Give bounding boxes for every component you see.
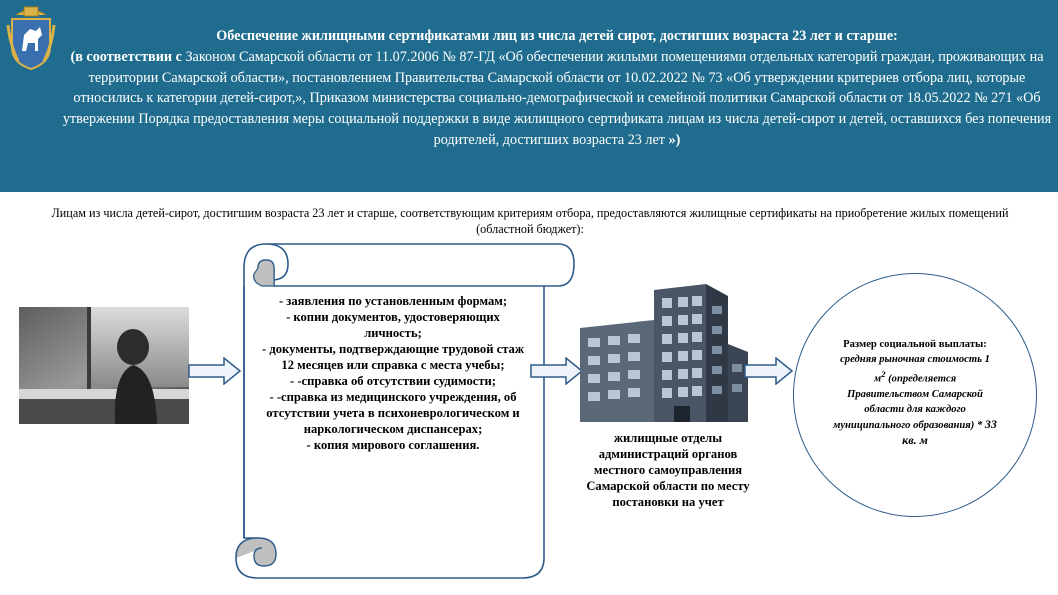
payment-area: 33 кв. м: [902, 416, 997, 447]
building-icon: [578, 282, 750, 424]
payment-superscript: 2: [881, 369, 886, 379]
document-item: - заявления по установленным формам;: [278, 294, 508, 308]
header-text: [62, 26, 1052, 151]
authority-text: жилищные отделы администраций органов местного самоуправления Самарской области по месту постановки на учет: [586, 431, 750, 509]
documents-list: [258, 293, 528, 453]
payment-body: средняя рыночная стоимость 1 м: [840, 354, 990, 385]
header-basis-close: »): [668, 131, 681, 148]
document-item: - -справка из медицинского учреждения, об отсутствии учета в психоневрологическом и наркологическом диспансерах;: [266, 390, 520, 436]
document-item: - копии документов, удостоверяющих личность;: [286, 310, 500, 340]
header-basis-body: Законом Самарской области от 11.07.2006 № 87-ГД «Об обеспечении жилыми помещениями отдельных категорий граждан, проживающих на территории Самарской области», постановлением Правительства Самарской области от 10.02.2022 № 73 «Об утверждении критериев отбора лиц, которые относились к категории детей-сирот,», Приказом министерства социально-демографической и семейной политики Самарской области от 18.05.2022 № 271 «Об утвержении Порядка предоставления меры социальной поддержки в виде жилищного сертификата лицам из числа детей-сирот и детей, оставшихся без попечения родителей, достигших возраста 23 лет: [62, 48, 1052, 148]
arrow-right-icon: [530, 357, 584, 385]
header-basis-open: (в соответствии с: [70, 48, 182, 65]
document-item: - -справка об отсутствии судимости;: [290, 374, 496, 388]
document-item: - документы, подтверждающие трудовой стаж 12 месяцев или справка с места учебы;: [262, 342, 524, 372]
payment-text: [833, 337, 997, 449]
payment-heading: Размер социальной выплаты:: [843, 339, 987, 350]
header-banner: [0, 0, 1058, 192]
document-item: - копия мирового соглашения.: [306, 438, 480, 452]
arrow-right-icon: [744, 357, 794, 385]
child-at-window-photo: [19, 307, 189, 424]
intro-text: Лицам из числа детей-сирот, достигшим возраста 23 лет и старше, соответствующим критериям отбора, предоставляются жилищные сертификаты на приобретение жилых помещений (областной бюджет):: [51, 206, 1009, 236]
samara-emblem-icon: [6, 5, 56, 73]
payment-note: (определяется Правительством Самарской области для каждого муниципального образования) *: [833, 373, 983, 431]
header-title: Обеспечение жилищными сертификатами лиц из числа детей сирот, достигших возраста 23 лет и старше:: [216, 28, 898, 44]
